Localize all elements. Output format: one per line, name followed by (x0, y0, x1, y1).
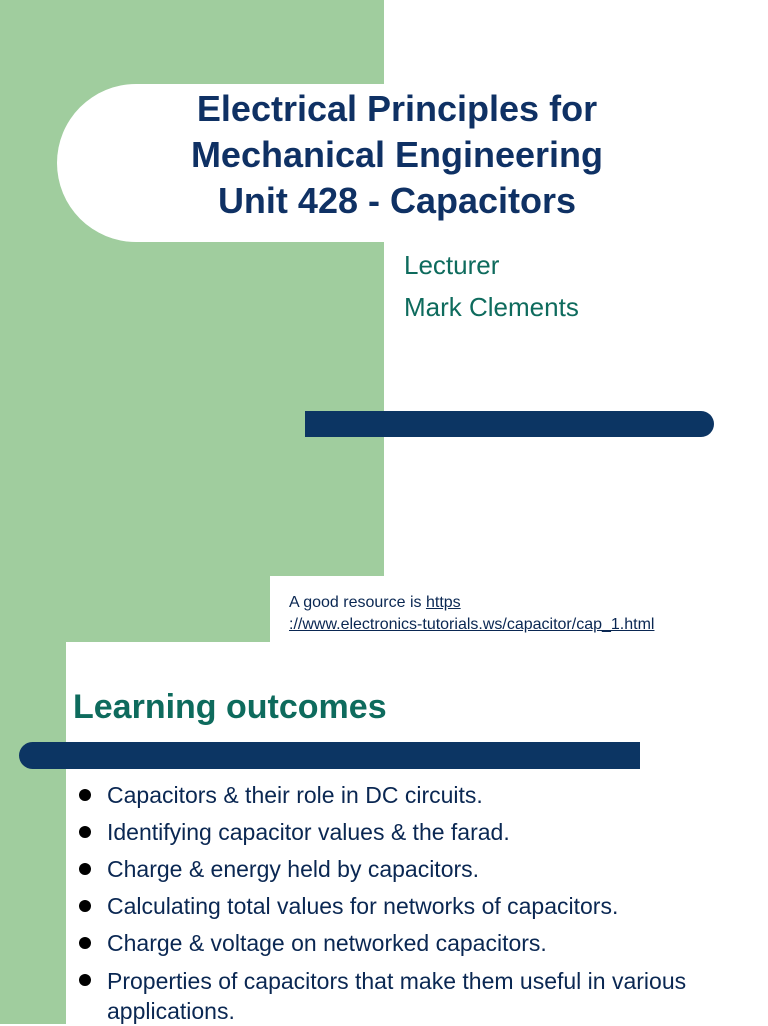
decorative-bar-bottom (19, 742, 640, 769)
bullet-icon (79, 789, 91, 801)
list-item (76, 777, 717, 814)
learning-outcomes-list (76, 777, 717, 1026)
list-item (76, 851, 717, 888)
title-line-1: Electrical Principles for (196, 88, 598, 129)
resource-prefix: A good resource is (289, 594, 426, 611)
resource-note (289, 592, 654, 636)
green-side-strip (0, 642, 66, 1024)
title-line-2: Mechanical Engineering (190, 134, 604, 175)
bullet-icon (79, 863, 91, 875)
bullet-icon (79, 826, 91, 838)
list-item-text: Identifying capacitor values & the farad. (107, 819, 510, 845)
bullet-icon (79, 974, 91, 986)
subtitle-role: Lecturer (404, 250, 500, 280)
list-item-text: Charge & voltage on networked capacitors. (107, 930, 547, 956)
list-item-text: Calculating total values for networks of capacitors. (107, 893, 619, 919)
section-title: Learning outcomes (73, 688, 387, 726)
subtitle (404, 244, 579, 328)
subtitle-name: Mark Clements (404, 292, 579, 322)
bullet-icon (79, 900, 91, 912)
list-item-text: Charge & energy held by capacitors. (107, 856, 480, 882)
decorative-bar-top (305, 411, 714, 437)
slide-title (57, 86, 737, 224)
title-line-3: Unit 428 - Capacitors (217, 180, 577, 221)
list-item (76, 925, 717, 962)
list-item (76, 814, 717, 851)
resource-link-part-1[interactable]: https (425, 594, 461, 611)
list-item (76, 888, 717, 925)
list-item (76, 962, 717, 1026)
list-item-text: Capacitors & their role in DC circuits. (107, 782, 483, 808)
bullet-icon (79, 937, 91, 949)
resource-link-part-2[interactable]: ://www.electronics-tutorials.ws/capacitor/cap_1.html (289, 616, 655, 633)
list-item-text: Properties of capacitors that make them useful in various applications. (107, 968, 687, 1024)
